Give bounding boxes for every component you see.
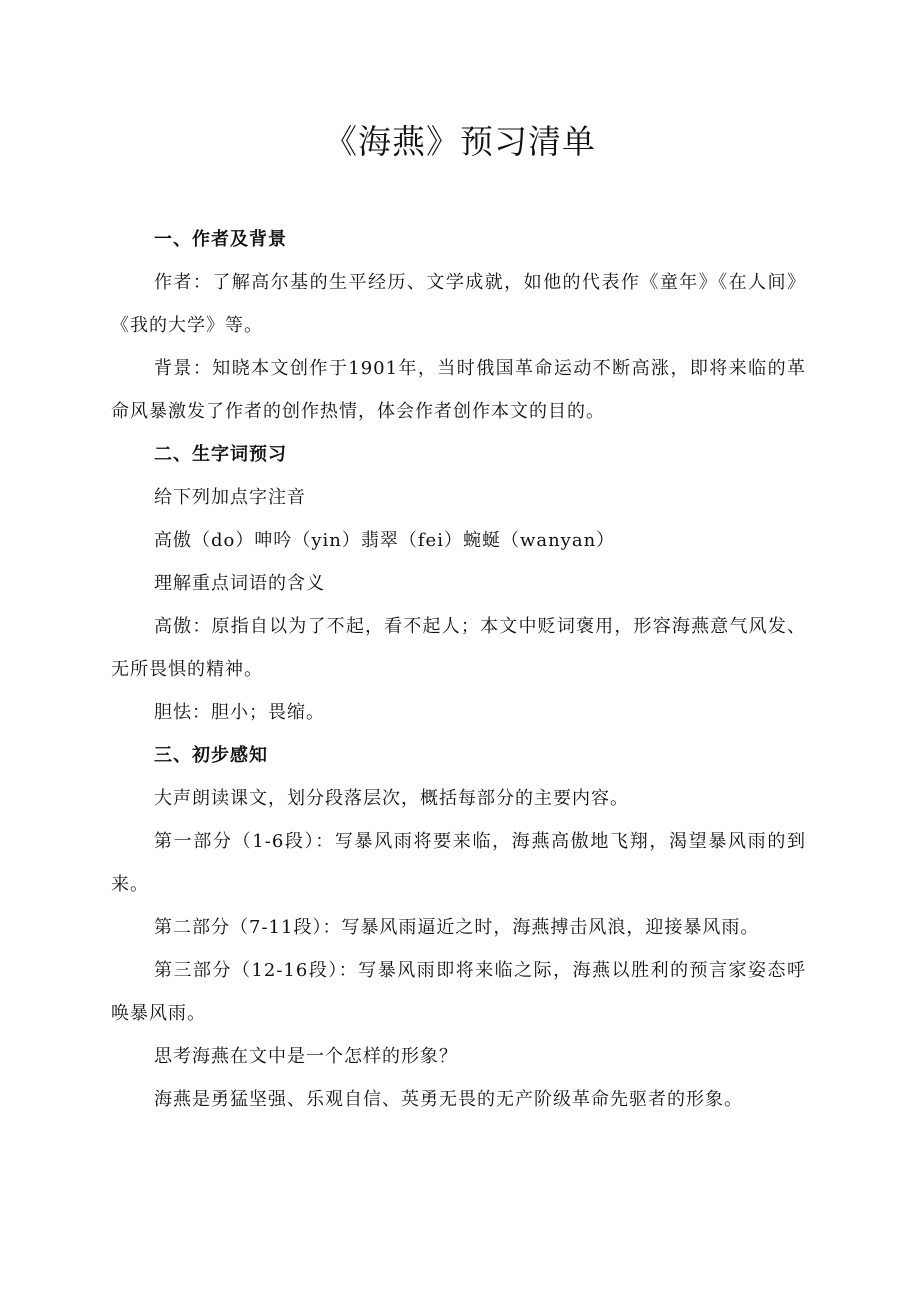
paragraph: 作者：了解高尔基的生平经历、文学成就，如他的代表作《童年》《在人间》《我的大学》等。 bbox=[111, 272, 806, 336]
page-title: 《海燕》预习清单 bbox=[324, 122, 596, 161]
section-heading: 三、初步感知 bbox=[154, 745, 268, 766]
paragraph: 海燕是勇猛坚强、乐观自信、英勇无畏的无产阶级革命先驱者的形象。 bbox=[154, 1089, 743, 1110]
paragraph: 高傲：原指自以为了不起，看不起人；本文中贬词褒用，形容海燕意气风发、无所畏惧的精神。 bbox=[111, 616, 806, 680]
paragraph: 第二部分（7-11段）：写暴风雨逼近之时，海燕搏击风浪，迎接暴风雨。 bbox=[154, 917, 760, 938]
paragraph: 高傲（do）呻吟（yin）翡翠（fei）蜿蜒（wanyan） bbox=[154, 530, 616, 551]
paragraph: 给下列加点字注音 bbox=[154, 487, 306, 508]
paragraph: 背景：知晓本文创作于1901年，当时俄国革命运动不断高涨，即将来临的革命风暴激发了作者的创作热情，体会作者创作本文的目的。 bbox=[111, 358, 806, 422]
paragraph: 第一部分（1-6段）：写暴风雨将要来临，海燕高傲地飞翔，渴望暴风雨的到来。 bbox=[111, 831, 806, 895]
paragraph: 第三部分（12-16段）：写暴风雨即将来临之际，海燕以胜利的预言家姿态呼唤暴风雨。 bbox=[111, 960, 806, 1024]
paragraph: 理解重点词语的含义 bbox=[154, 573, 325, 594]
section-heading: 二、生字词预习 bbox=[154, 444, 287, 465]
paragraph: 胆怯：胆小；畏缩。 bbox=[154, 702, 325, 723]
paragraph: 思考海燕在文中是一个怎样的形象？ bbox=[154, 1046, 458, 1067]
document-body bbox=[111, 218, 806, 1121]
section-heading: 一、作者及背景 bbox=[154, 229, 287, 250]
paragraph: 大声朗读课文，划分段落层次，概括每部分的主要内容。 bbox=[154, 788, 629, 809]
